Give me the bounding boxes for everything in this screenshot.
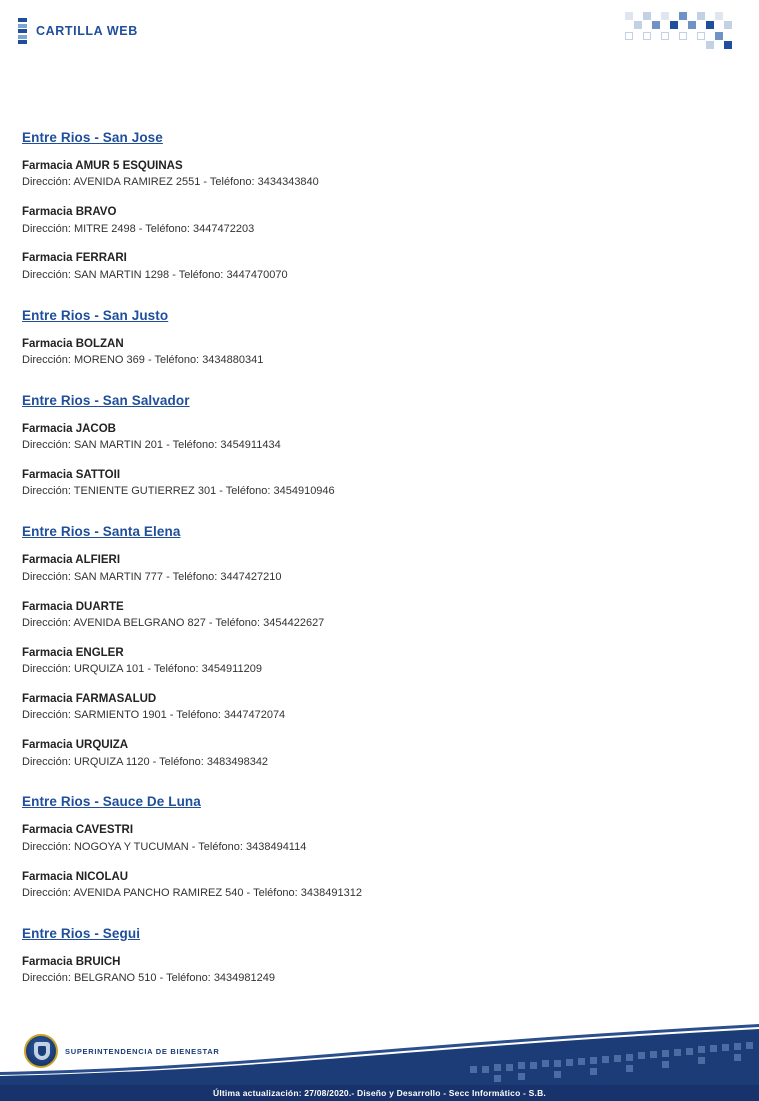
field-separator: - [149,755,160,768]
pharmacy-name [22,553,737,567]
phone-value: 3454422627 [263,616,325,629]
phone-label: Teléfono: [198,840,243,853]
pharmacy-prefix: Farmacia [22,252,73,265]
field-separator: - [169,268,179,281]
pharmacy-prefix: Farmacia [22,554,73,567]
pharmacy-name-value: URQUIZA [75,739,129,752]
pharmacy-name-value: ALFIERI [75,554,121,567]
phone-label: Teléfono: [172,439,218,452]
pharmacy-detail [22,570,737,585]
pharmacy-name [22,468,737,482]
city-group [22,120,737,283]
phone-value: 3447470070 [226,268,288,281]
address-value: MITRE 2498 [73,222,136,235]
address-value: SAN MARTIN 1298 [73,268,170,281]
pharmacy-detail [22,840,737,855]
city-group [22,784,737,900]
pharmacy-name-value: SATTOII [75,469,121,482]
phone-label: Teléfono: [145,222,190,235]
phone-value: 3454911209 [201,663,262,676]
field-separator: - [166,709,177,722]
seal-label: SUPERINTENDENCIA DE BIENESTAR [65,1046,220,1056]
pharmacy-name [22,600,737,614]
phone-label: Teléfono: [209,176,255,189]
pharmacy-detail [22,484,737,499]
phone-label: Teléfono: [154,354,200,367]
page-footer [0,1018,759,1101]
pharmacy-name-value: BRAVO [75,206,117,219]
field-separator: - [163,439,173,452]
pharmacy-detail [22,222,737,237]
address-label: Dirección: [22,972,71,985]
pharmacy-name-value: FARMASALUD [75,692,157,705]
pharmacy-entry [22,205,737,236]
field-separator: - [205,616,216,629]
pharmacy-name [22,251,737,265]
footer-status-bar [0,1085,759,1101]
address-value: AVENIDA PANCHO RAMIREZ 540 [73,887,244,899]
address-label: Dirección: [22,663,71,676]
address-label: Dirección: [22,755,71,768]
pharmacy-entry [22,159,737,190]
institutional-seal-icon [24,1034,58,1068]
brand [18,18,138,44]
pharmacy-name-value: BOLZAN [75,337,124,350]
address-label: Dirección: [22,570,71,583]
phone-value: 3438494114 [245,840,307,853]
institutional-seal [24,1034,219,1068]
phone-value: 3447472203 [193,222,255,235]
city-heading-link[interactable]: Entre Rios - San Jose [22,130,163,145]
pharmacy-detail [22,268,737,283]
pharmacy-prefix: Farmacia [22,600,73,613]
pharmacy-entry [22,646,737,677]
pharmacy-detail [22,175,737,190]
address-label: Dirección: [22,485,71,498]
pharmacy-prefix: Farmacia [22,206,73,219]
pharmacy-prefix: Farmacia [22,824,73,837]
pharmacy-entry [22,553,737,584]
field-separator: - [135,222,146,235]
pharmacy-name-value: ENGLER [75,646,124,659]
pharmacy-directory [22,120,737,1001]
address-value: SARMIENTO 1901 [73,709,167,722]
pharmacy-entry [22,337,737,368]
pharmacy-name [22,422,737,436]
pharmacy-name-value: AMUR 5 ESQUINAS [75,160,183,172]
address-label: Dirección: [22,709,71,722]
phone-label: Teléfono: [178,268,224,281]
mosaic-squares-icon [625,8,745,52]
city-heading-link[interactable]: Entre Rios - Santa Elena [22,524,181,540]
pharmacy-name [22,823,737,837]
field-separator: - [144,354,155,367]
address-label: Dirección: [22,840,71,853]
bars-logo-icon [18,18,27,44]
city-heading-link[interactable]: Entre Rios - Segui [22,925,141,941]
address-value: URQUIZA 1120 [73,755,150,768]
pharmacy-name-value: BRUICH [75,955,121,968]
phone-label: Teléfono: [153,663,199,676]
address-value: AVENIDA BELGRANO 827 [73,616,206,629]
pharmacy-name [22,337,737,351]
phone-value: 3454911434 [220,439,281,452]
pharmacy-name-value: FERRARI [75,252,127,265]
page-header [0,0,759,62]
address-value: BELGRANO 510 [73,972,157,985]
address-label: Dirección: [22,887,71,899]
pharmacy-name [22,870,737,884]
pharmacy-entry [22,870,737,901]
city-group [22,298,737,368]
pharmacy-prefix: Farmacia [22,692,73,705]
field-separator: - [144,663,154,676]
pharmacy-detail [22,971,737,986]
pharmacy-name [22,159,737,173]
phone-value: 3483498342 [206,755,269,768]
pharmacy-entry [22,251,737,282]
address-value: SAN MARTIN 201 [73,439,164,452]
address-value: AVENIDA RAMIREZ 2551 [73,176,201,189]
phone-label: Teléfono: [172,570,218,583]
address-label: Dirección: [22,176,71,189]
field-separator: - [188,840,199,853]
pharmacy-prefix: Farmacia [22,739,73,752]
city-group [22,916,737,986]
pharmacy-name [22,955,737,969]
phone-value: 3438491312 [300,887,362,899]
field-separator: - [216,485,226,498]
pharmacy-prefix: Farmacia [22,160,73,172]
phone-label: Teléfono: [176,709,221,722]
brand-title: CARTILLA WEB [36,24,138,38]
address-label: Dirección: [22,354,71,367]
address-value: NOGOYA Y TUCUMAN [73,840,189,853]
pharmacy-name [22,646,737,660]
phone-label: Teléfono: [253,887,298,899]
pharmacy-entry [22,600,737,631]
city-heading-link[interactable]: Entre Rios - Sauce De Luna [22,794,201,810]
pharmacy-detail [22,708,737,723]
pharmacy-name-value: JACOB [75,422,116,435]
address-value: MORENO 369 [73,354,145,367]
pharmacy-prefix: Farmacia [22,646,73,659]
pharmacy-entry [22,692,737,723]
pharmacy-entry [22,823,737,854]
pharmacy-detail [22,662,737,677]
pharmacy-detail [22,755,737,770]
phone-value: 3447427210 [220,570,282,583]
address-value: URQUIZA 101 [73,663,145,676]
pharmacy-prefix: Farmacia [22,337,73,350]
phone-label: Teléfono: [159,755,204,768]
city-group [22,514,737,769]
field-separator: - [243,887,254,899]
pharmacy-name [22,692,737,706]
city-heading-link[interactable]: Entre Rios - San Salvador [22,392,190,408]
pharmacy-detail [22,886,737,901]
pharmacy-entry [22,468,737,499]
city-group [22,383,737,499]
address-value: TENIENTE GUTIERREZ 301 [73,485,217,498]
field-separator: - [156,972,167,985]
city-heading-link[interactable]: Entre Rios - San Justo [22,307,169,323]
address-value: SAN MARTIN 777 [73,570,164,583]
phone-value: 3447472074 [224,709,286,722]
pharmacy-prefix: Farmacia [22,422,73,435]
field-separator: - [163,570,173,583]
pharmacy-detail [22,353,737,368]
pharmacy-detail [22,616,737,631]
pharmacy-name-value: CAVESTRI [75,824,134,837]
address-label: Dirección: [22,268,71,281]
phone-label: Teléfono: [225,485,271,498]
pharmacy-prefix: Farmacia [22,469,73,482]
address-label: Dirección: [22,439,71,452]
pharmacy-detail [22,438,737,453]
pharmacy-name [22,205,737,219]
phone-label: Teléfono: [215,616,261,629]
pharmacy-entry [22,955,737,986]
pharmacy-name [22,738,737,752]
pharmacy-entry [22,422,737,453]
field-separator: - [200,176,210,189]
phone-value: 3434880341 [202,354,264,367]
phone-value: 3434343840 [257,176,319,189]
pharmacy-name-value: NICOLAU [75,870,129,883]
pharmacy-name-value: DUARTE [75,600,124,613]
phone-value: 3454910946 [273,485,335,498]
pharmacy-prefix: Farmacia [22,955,73,968]
phone-value: 3434981249 [213,972,275,985]
pharmacy-prefix: Farmacia [22,870,73,883]
address-label: Dirección: [22,616,71,629]
pharmacy-entry [22,738,737,769]
phone-label: Teléfono: [166,972,211,985]
address-label: Dirección: [22,222,71,235]
last-update-text: Última actualización: 27/08/2020.- Diseño y Desarrollo - Secc Informático - S.B. [213,1088,546,1098]
